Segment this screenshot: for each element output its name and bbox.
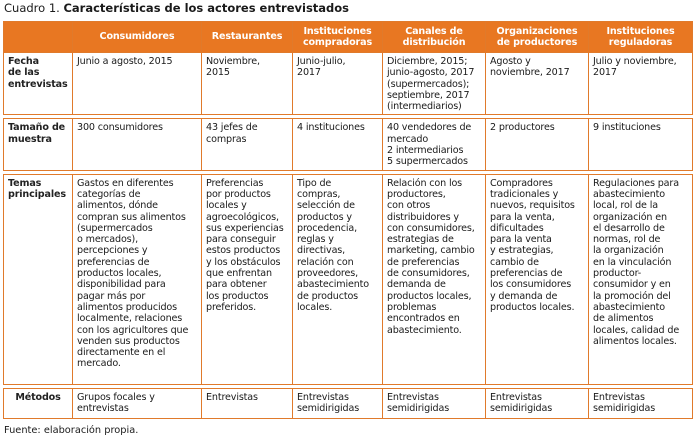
col-header-restaurantes: Restaurantes xyxy=(202,22,293,53)
table-cell: Noviembre, 2015 xyxy=(202,53,293,115)
table-cell: Relación con los productores, con otros distribuidores y con consumidores, estrategias de marketing, cambio de preferencias de consumidores, demanda de productos locales, problemas encontrados en abastecimiento. xyxy=(383,174,486,384)
table-cell: Diciembre, 2015; junio-agosto, 2017 (supermercados); septiembre, 2017 (intermediarios) xyxy=(383,53,486,115)
table-cell: 300 consumidores xyxy=(73,119,202,170)
table-cell: Gastos en diferentes categorías de alimentos, dónde compran sus alimentos (supermercados o mercados), percepciones y preferencias de productos locales, disponibilidad para pagar más por alimentos producidos localmente, relaciones con los agricultores que venden sus productos directamente en el mercado. xyxy=(73,174,202,384)
table-cell: Entrevistas semidirigidas xyxy=(589,388,693,418)
table-caption xyxy=(4,1,349,15)
table-cell: 4 instituciones xyxy=(293,119,383,170)
col-header-canales-distribucion: Canales de distribución xyxy=(383,22,486,53)
table-cell: Entrevistas semidirigidas xyxy=(486,388,589,418)
table-cell: Junio a agosto, 2015 xyxy=(73,53,202,115)
col-header-organizaciones-productores: Organizaciones de productores xyxy=(486,22,589,53)
table-cell: Regulaciones para abastecimiento local, rol de la organización en el desarrollo de normas, rol de la organización en la vinculación productor- consumidor y en la promoción del abastecimiento de alimentos locales, calidad de alimentos locales. xyxy=(589,174,693,384)
row-header-fecha: Fecha de las entrevistas xyxy=(4,53,73,115)
caption-title: Características de los actores entrevistados xyxy=(63,1,350,15)
col-header-consumidores: Consumidores xyxy=(73,22,202,53)
table-cell: 40 vendedores de mercado 2 intermediarios 5 supermercados xyxy=(383,119,486,170)
header-row xyxy=(4,22,693,53)
caption-label: Cuadro 1. xyxy=(4,1,64,15)
table-cell: Compradores tradicionales y nuevos, requisitos para la venta, dificultades para la venta y estrategias, cambio de preferencias de los consumidores y demanda de productos locales. xyxy=(486,174,589,384)
table-cell: 2 productores xyxy=(486,119,589,170)
table-cell: Junio-julio, 2017 xyxy=(293,53,383,115)
row-header-muestra: Tamaño de muestra xyxy=(4,119,73,170)
table-cell: Entrevistas semidirigidas xyxy=(383,388,486,418)
actors-table xyxy=(3,21,693,419)
table-cell: Julio y noviembre, 2017 xyxy=(589,53,693,115)
table-cell: Entrevistas xyxy=(202,388,293,418)
table-cell: Tipo de compras, selección de productos y procedencia, reglas y directivas, relación con proveedores, abastecimiento de productos locales. xyxy=(293,174,383,384)
row-header-temas: Temas principales xyxy=(4,174,73,384)
row-header-metodos: Métodos xyxy=(4,388,73,418)
table-row-muestra xyxy=(4,119,693,170)
col-header-instituciones-reguladoras: Instituciones reguladoras xyxy=(589,22,693,53)
corner-cell xyxy=(4,22,73,53)
source-note: Fuente: elaboración propia. xyxy=(4,425,139,436)
table-row-fecha xyxy=(4,53,693,115)
table-cell: Entrevistas semidirigidas xyxy=(293,388,383,418)
table-cell: Preferencias por productos locales y agroecológicos, sus experiencias para conseguir estos productos y los obstáculos que enfrentan para obtener los productos preferidos. xyxy=(202,174,293,384)
col-header-instituciones-compradoras: Instituciones compradoras xyxy=(293,22,383,53)
table-cell: Grupos focales y entrevistas xyxy=(73,388,202,418)
table-cell: 9 instituciones xyxy=(589,119,693,170)
table-row-temas xyxy=(4,174,693,384)
table-cell: Agosto y noviembre, 2017 xyxy=(486,53,589,115)
table-cell: 43 jefes de compras xyxy=(202,119,293,170)
table-row-metodos xyxy=(4,388,693,418)
